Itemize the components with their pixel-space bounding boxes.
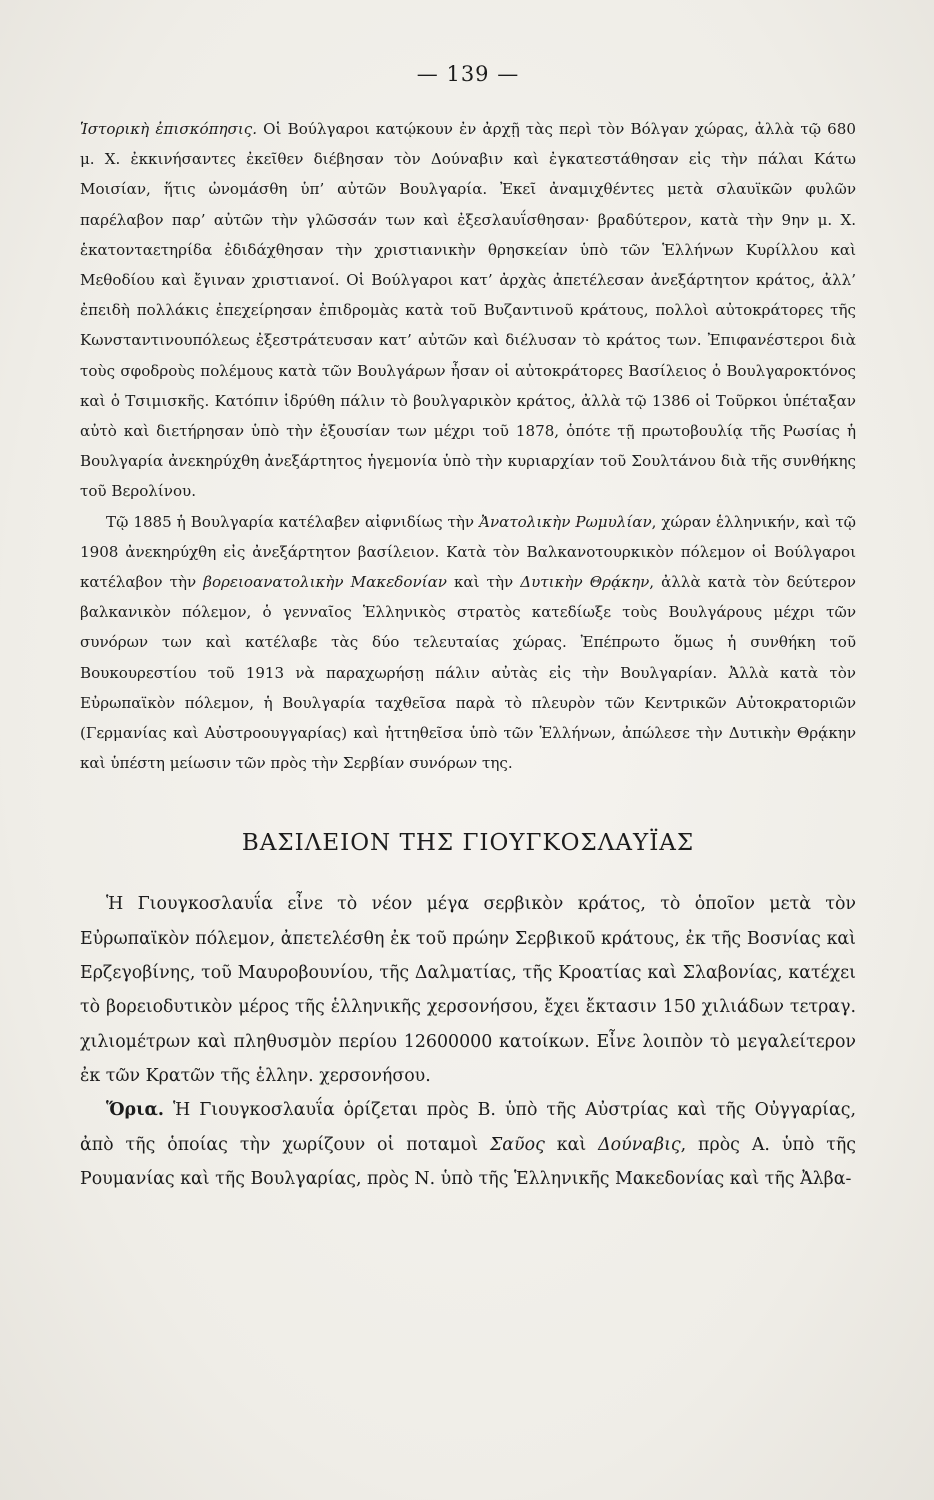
emphasis-run: Δούναβις (598, 1134, 681, 1155)
text-run: καὶ τὴν (446, 573, 521, 592)
page-number: — 139 — (416, 62, 520, 86)
text-run: , πρὸς Α. ὑπὸ τῆς Ρουμανίας καὶ τῆς Βουλγαρίας, πρὸς Ν. ὑπὸ τῆς Ἑλληνικῆς Μακεδονίας καὶ τῆς Ἀλβα- (80, 1134, 856, 1189)
yugoslavia-section (80, 887, 856, 1196)
section-heading: ΒΑΣΙΛΕΙΟΝ ΤΗΣ ΓΙΟΥΓΚΟΣΛΑΥΪΑΣ (241, 830, 695, 857)
emphasis-run: Δυτικὴν Θρᾴκην (520, 573, 650, 592)
text-run: Τῷ 1885 ἡ Βουλγαρία κατέλαβεν αἰφνιδίως τὴν (106, 512, 480, 531)
yugoslavia-paragraph-2 (80, 1093, 856, 1196)
text-run: , χώραν ἑλληνικήν, καὶ τῷ 1908 ἀνεκηρύχθη εἰς ἀνεξάρτητον βασίλειον. Κατὰ τὸν Βαλκανοτουρκικὸν πόλεμον οἱ Βούλγαροι κατέλαβον τὴν (80, 512, 856, 592)
history-paragraph-2 (80, 507, 856, 779)
history-paragraph-1 (80, 114, 856, 507)
history-lead-heading: Ἱστορικὴ ἐπισκόπησις. (80, 120, 258, 138)
text-run: Ἡ Γιουγκοσλαυΐα ὁρίζεται πρὸς Β. ὑπὸ τῆς Αὐστρίας καὶ τῆς Οὐγγαρίας, ἀπὸ τῆς ὁποίας τὴν χωρίζουν οἱ ποταμοὶ (80, 1100, 856, 1155)
text-run: καὶ (544, 1134, 599, 1155)
history-section (80, 114, 856, 778)
yugoslavia-paragraph-1: Ἡ Γιουγκοσλαυΐα εἶνε τὸ νέον μέγα σερβικὸν κράτος, τὸ ὁποῖον μετὰ τὸν Εὐρωπαϊκὸν πόλεμον, ἀπετελέσθη ἐκ τοῦ πρώην Σερβικοῦ κράτους, ἐκ τῆς Βοσνίας καὶ Ερζεγοβίνης, τοῦ Μαυροβουνίου, τῆς Δαλματίας, τῆς Κροατίας καὶ Σλαβονίας, κατέχει τὸ βορειοδυτικὸν μέρος τῆς ἑλληνικῆς χερσονήσου, ἔχει ἔκτασιν 150 χιλιάδων τετραγ. χιλιομέτρων καὶ πληθυσμὸν περίου 12600000 κατοίκων. Εἶνε λοιπὸν τὸ μεγαλείτερον ἐκ τῶν Κρατῶν τῆς ἑλλην. χερσονήσου. (80, 894, 856, 1086)
history-paragraph-1-text: Οἱ Βούλγαροι κατῴκουν ἐν ἀρχῇ τὰς περὶ τὸν Βόλγαν χώρας, ἀλλὰ τῷ 680 μ. Χ. ἐκκινήσαντες ἐκεῖθεν διέβησαν τὸν Δούναβιν καὶ ἐγκατεστάθησαν εἰς τὴν πάλαι Κάτω Μοισίαν, ἥτις ὠνομάσθη ὑπ’ αὐτῶν Βουλγαρία. Ἐκεῖ ἀναμιχθέντες μετὰ σλαυϊκῶν φυλῶν παρέλαβον παρ’ αὐτῶν τὴν γλῶσσάν των καὶ ἐξεσλαυΐσθησαν· βραδύτερον, κατὰ τὴν 9ην μ. Χ. ἑκατονταετηρίδα ἐδιδάχθησαν τὴν χριστιανικὴν θρησκείαν ὑπὸ τῶν Ἑλλήνων Κυρίλλου καὶ Μεθοδίου καὶ ἔγιναν χριστιανοί. Οἱ Βούλγαροι κατ’ ἀρχὰς ἀπετέλεσαν ἀνεξάρτητον κράτος, ἀλλ’ ἐπειδὴ πολλάκις ἐπεχείρησαν ἐπιδρομὰς κατὰ τοῦ Βυζαντινοῦ κράτους, πολλοὶ αὐτοκράτορες τῆς Κωνσταντινουπόλεως ἐξεστράτευσαν κατ’ αὐτῶν καὶ διέλυσαν τὸ κράτος των. Ἐπιφανέστεροι διὰ τοὺς σφοδροὺς πολέμους κατὰ τῶν Βουλγάρων ἦσαν οἱ αὐτοκράτορες Βασίλειος ὁ Βουλγαροκτόνος καὶ ὁ Τσιμισκῆς. Κατόπιν ἱδρύθη πάλιν τὸ βουλγαρικὸν κράτος, ἀλλὰ τῷ 1386 οἱ Τοῦρκοι ὑπέταξαν αὐτὸ καὶ διετήρησαν ὑπὸ τὴν ἐξουσίαν των μέχρι τοῦ 1878, ὁπότε τῇ πρωτοβουλίᾳ τῆς Ρωσίας ἡ Βουλγαρία ἀνεκηρύχθη ἀνεξάρτητος ἡγεμονία ὑπὸ τὴν κυριαρχίαν τοῦ Σουλτάνου διὰ τῆς συνθήκης τοῦ Βερολίνου. (80, 120, 856, 501)
text-run: , ἀλλὰ κατὰ τὸν δεύτερον βαλκανικὸν πόλεμον, ὁ γενναῖος Ἑλληνικὸς στρατὸς κατεδίωξε τοὺς Βουλγάρους μέχρι τῶν συνόρων των καὶ κατέλαβε τὰς δύο τελευταίας χώρας. Ἐπέπρωτο ὅμως ἡ συνθήκη τοῦ Βουκουρεστίου τοῦ 1913 νὰ παραχωρήσῃ πάλιν αὐτὰς εἰς τὴν Βουλγαρίαν. Ἀλλὰ κατὰ τὸν Εὐρωπαϊκὸν πόλεμον, ἡ Βουλγαρία ταχθεῖσα παρὰ τὸ πλευρὸν τῶν Κεντρικῶν Αὐτοκρατοριῶν (Γερμανίας καὶ Αὐστροουγγαρίας) καὶ ἡττηθεῖσα ὑπὸ τῶν Ἑλλήνων, ἀπώλεσε τὴν Δυτικὴν Θρᾴκην καὶ ὑπέστη μείωσιν τῶν πρὸς τὴν Σερβίαν συνόρων της. (80, 573, 856, 773)
emphasis-run: Ἀνατολικὴν Ρωμυλίαν (479, 512, 652, 531)
emphasis-run: βορειοανατολικὴν Μακεδονίαν (203, 573, 447, 592)
emphasis-run: Σαῦος (490, 1134, 545, 1155)
borders-lead-heading: Ὅρια. (106, 1100, 164, 1121)
